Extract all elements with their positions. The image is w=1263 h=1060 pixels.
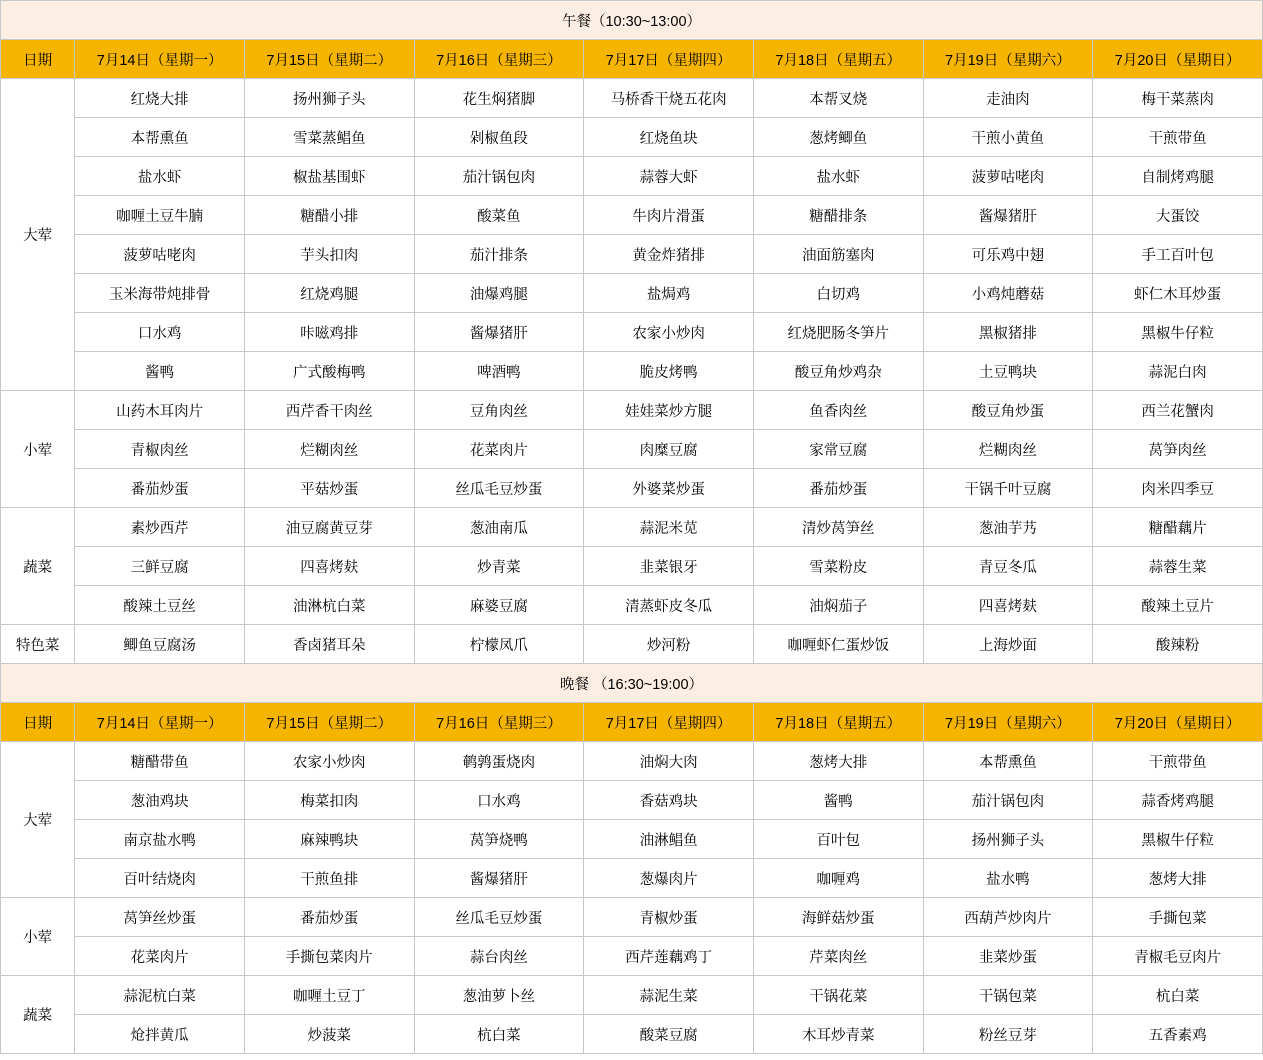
dish-cell: 广式酸梅鸭 [244,352,414,391]
dish-cell: 蒜台肉丝 [414,937,584,976]
dish-cell: 油面筋塞肉 [753,235,923,274]
dish-cell: 梅干菜蒸肉 [1093,79,1263,118]
dish-cell: 口水鸡 [414,781,584,820]
dish-cell: 麻辣鸭块 [244,820,414,859]
dish-cell: 青豆冬瓜 [923,547,1093,586]
dish-cell: 干煎鱼排 [244,859,414,898]
dish-row [1,937,1263,976]
dish-cell: 雪菜粉皮 [753,547,923,586]
dish-cell: 肉米四季豆 [1093,469,1263,508]
date-header-day: 7月15日（星期二） [244,703,414,742]
dish-row [1,547,1263,586]
dish-row [1,274,1263,313]
dish-cell: 青椒炒蛋 [584,898,754,937]
dish-row [1,79,1263,118]
dish-cell: 手工百叶包 [1093,235,1263,274]
dish-row [1,625,1263,664]
dish-cell: 糖醋藕片 [1093,508,1263,547]
dish-cell: 油焖大肉 [584,742,754,781]
dish-row [1,976,1263,1015]
dish-row [1,118,1263,157]
category-cell: 特色菜 [1,625,75,664]
dish-cell: 莴笋丝炒蛋 [75,898,245,937]
dish-cell: 咖喱鸡 [753,859,923,898]
dish-cell: 外婆菜炒蛋 [584,469,754,508]
dish-cell: 酸辣土豆丝 [75,586,245,625]
dish-row [1,1015,1263,1054]
dish-row [1,508,1263,547]
category-cell: 大荤 [1,742,75,898]
dish-cell: 盐水鸭 [923,859,1093,898]
dish-cell: 可乐鸡中翅 [923,235,1093,274]
dish-cell: 扬州狮子头 [244,79,414,118]
date-header-day: 7月18日（星期五） [753,703,923,742]
dish-cell: 番茄炒蛋 [244,898,414,937]
dish-cell: 豆角肉丝 [414,391,584,430]
dish-cell: 山药木耳肉片 [75,391,245,430]
meal-section-title: 晚餐 （16:30~19:00） [1,664,1263,703]
dish-cell: 酸菜鱼 [414,196,584,235]
dish-cell: 四喜烤麸 [923,586,1093,625]
dish-row [1,391,1263,430]
dish-cell: 清炒莴笋丝 [753,508,923,547]
dish-cell: 椒盐基围虾 [244,157,414,196]
dish-cell: 丝瓜毛豆炒蛋 [414,898,584,937]
dish-cell: 扬州狮子头 [923,820,1093,859]
dish-cell: 蒜香烤鸡腿 [1093,781,1263,820]
dish-cell: 三鲜豆腐 [75,547,245,586]
dish-row [1,859,1263,898]
dish-cell: 盐水虾 [753,157,923,196]
dish-cell: 咖喱土豆牛腩 [75,196,245,235]
date-header-row [1,703,1263,742]
dish-cell: 葱油萝卜丝 [414,976,584,1015]
dish-cell: 油淋杭白菜 [244,586,414,625]
date-header-day: 7月16日（星期三） [414,40,584,79]
date-header-day: 7月17日（星期四） [584,40,754,79]
dish-cell: 马桥香干烧五花肉 [584,79,754,118]
dish-cell: 酱爆猪肝 [414,859,584,898]
dish-cell: 菠萝咕咾肉 [923,157,1093,196]
dish-cell: 酱爆猪肝 [923,196,1093,235]
dish-cell: 素炒西芹 [75,508,245,547]
dish-cell: 酸豆角炒鸡杂 [753,352,923,391]
dish-cell: 西芹莲藕鸡丁 [584,937,754,976]
dish-cell: 烂糊肉丝 [923,430,1093,469]
dish-cell: 玉米海带炖排骨 [75,274,245,313]
dish-cell: 走油肉 [923,79,1093,118]
dish-cell: 手撕包菜 [1093,898,1263,937]
dish-row [1,898,1263,937]
dish-cell: 番茄炒蛋 [753,469,923,508]
dish-cell: 糖醋带鱼 [75,742,245,781]
dish-row [1,781,1263,820]
dish-cell: 四喜烤麸 [244,547,414,586]
dish-cell: 油爆鸡腿 [414,274,584,313]
dish-cell: 本帮熏鱼 [923,742,1093,781]
dish-cell: 炒河粉 [584,625,754,664]
dish-cell: 红烧鱼块 [584,118,754,157]
dish-row [1,742,1263,781]
dish-cell: 韭菜炒蛋 [923,937,1093,976]
dish-cell: 葱烤鲫鱼 [753,118,923,157]
dish-row [1,196,1263,235]
dish-cell: 芋头扣肉 [244,235,414,274]
dish-cell: 红烧鸡腿 [244,274,414,313]
dish-cell: 干锅花菜 [753,976,923,1015]
dish-cell: 上海炒面 [923,625,1093,664]
dish-cell: 黄金炸猪排 [584,235,754,274]
dish-cell: 干煎小黄鱼 [923,118,1093,157]
dish-cell: 酸辣粉 [1093,625,1263,664]
dish-cell: 油豆腐黄豆芽 [244,508,414,547]
dish-cell: 蒜泥白肉 [1093,352,1263,391]
dish-cell: 韭菜银牙 [584,547,754,586]
dish-cell: 黑椒牛仔粒 [1093,820,1263,859]
dish-cell: 黑椒猪排 [923,313,1093,352]
dish-cell: 炒青菜 [414,547,584,586]
dish-cell: 杭白菜 [414,1015,584,1054]
dish-cell: 油淋鲳鱼 [584,820,754,859]
dish-cell: 白切鸡 [753,274,923,313]
dish-cell: 家常豆腐 [753,430,923,469]
meal-section-title-row [1,1,1263,40]
date-header-day: 7月19日（星期六） [923,40,1093,79]
meal-section-title-row [1,664,1263,703]
date-header-day: 7月20日（星期日） [1093,40,1263,79]
dish-cell: 蒜泥杭白菜 [75,976,245,1015]
dish-cell: 茄汁排条 [414,235,584,274]
dish-cell: 丝瓜毛豆炒蛋 [414,469,584,508]
date-header-label: 日期 [1,703,75,742]
dish-cell: 黑椒牛仔粒 [1093,313,1263,352]
category-cell: 蔬菜 [1,508,75,625]
dish-cell: 蒜蓉大虾 [584,157,754,196]
dish-cell: 葱爆肉片 [584,859,754,898]
dish-cell: 麻婆豆腐 [414,586,584,625]
dish-cell: 葱烤大排 [753,742,923,781]
dish-cell: 花生焖猪脚 [414,79,584,118]
dish-cell: 南京盐水鸭 [75,820,245,859]
dish-cell: 咖喱土豆丁 [244,976,414,1015]
dish-cell: 咖喱虾仁蛋炒饭 [753,625,923,664]
dish-cell: 烂糊肉丝 [244,430,414,469]
dish-cell: 虾仁木耳炒蛋 [1093,274,1263,313]
dish-cell: 葱烤大排 [1093,859,1263,898]
category-cell: 小荤 [1,391,75,508]
date-header-day: 7月14日（星期一） [75,40,245,79]
dish-cell: 茄汁锅包肉 [414,157,584,196]
dish-cell: 香菇鸡块 [584,781,754,820]
dish-row [1,352,1263,391]
date-header-day: 7月16日（星期三） [414,703,584,742]
dish-cell: 大蛋饺 [1093,196,1263,235]
date-header-day: 7月20日（星期日） [1093,703,1263,742]
dish-cell: 脆皮烤鸭 [584,352,754,391]
dish-cell: 农家小炒肉 [584,313,754,352]
date-header-day: 7月17日（星期四） [584,703,754,742]
dish-cell: 鲫鱼豆腐汤 [75,625,245,664]
date-header-day: 7月14日（星期一） [75,703,245,742]
dish-cell: 手撕包菜肉片 [244,937,414,976]
category-cell: 蔬菜 [1,976,75,1054]
dish-cell: 花菜肉片 [75,937,245,976]
dish-cell: 西芹香干肉丝 [244,391,414,430]
dish-cell: 五香素鸡 [1093,1015,1263,1054]
dish-cell: 青椒肉丝 [75,430,245,469]
dish-cell: 干锅包菜 [923,976,1093,1015]
dish-row [1,586,1263,625]
dish-cell: 糖醋排条 [753,196,923,235]
dish-cell: 酱鸭 [753,781,923,820]
dish-cell: 粉丝豆芽 [923,1015,1093,1054]
dish-cell: 红烧大排 [75,79,245,118]
dish-cell: 酸辣土豆片 [1093,586,1263,625]
dish-cell: 红烧肥肠冬笋片 [753,313,923,352]
dish-row [1,820,1263,859]
date-header-day: 7月19日（星期六） [923,703,1093,742]
dish-cell: 菠萝咕咾肉 [75,235,245,274]
date-header-row [1,40,1263,79]
dish-cell: 莴笋肉丝 [1093,430,1263,469]
dish-cell: 鹌鹑蛋烧肉 [414,742,584,781]
dish-cell: 自制烤鸡腿 [1093,157,1263,196]
dish-cell: 平菇炒蛋 [244,469,414,508]
date-header-label: 日期 [1,40,75,79]
dish-cell: 木耳炒青菜 [753,1015,923,1054]
dish-cell: 清蒸虾皮冬瓜 [584,586,754,625]
dish-cell: 西兰花蟹肉 [1093,391,1263,430]
dish-cell: 莴笋烧鸭 [414,820,584,859]
dish-cell: 海鲜菇炒蛋 [753,898,923,937]
dish-cell: 干煎带鱼 [1093,118,1263,157]
dish-cell: 农家小炒肉 [244,742,414,781]
dish-cell: 本帮叉烧 [753,79,923,118]
dish-cell: 土豆鸭块 [923,352,1093,391]
dish-row [1,313,1263,352]
dish-cell: 酸菜豆腐 [584,1015,754,1054]
dish-cell: 娃娃菜炒方腿 [584,391,754,430]
dish-cell: 酱爆猪肝 [414,313,584,352]
dish-cell: 干煎带鱼 [1093,742,1263,781]
dish-cell: 百叶结烧肉 [75,859,245,898]
dish-cell: 啤酒鸭 [414,352,584,391]
dish-cell: 油焖茄子 [753,586,923,625]
dish-cell: 炝拌黄瓜 [75,1015,245,1054]
dish-cell: 梅菜扣肉 [244,781,414,820]
dish-cell: 番茄炒蛋 [75,469,245,508]
dish-row [1,235,1263,274]
dish-cell: 葱油南瓜 [414,508,584,547]
meal-section-title: 午餐（10:30~13:00） [1,1,1263,40]
date-header-day: 7月18日（星期五） [753,40,923,79]
dish-cell: 本帮熏鱼 [75,118,245,157]
dish-cell: 盐水虾 [75,157,245,196]
dish-cell: 香卤猪耳朵 [244,625,414,664]
dish-cell: 咔嗞鸡排 [244,313,414,352]
dish-cell: 花菜肉片 [414,430,584,469]
dish-cell: 鱼香肉丝 [753,391,923,430]
dish-cell: 百叶包 [753,820,923,859]
dish-cell: 葱油鸡块 [75,781,245,820]
dish-cell: 剁椒鱼段 [414,118,584,157]
dish-cell: 葱油芋艿 [923,508,1093,547]
dish-row [1,430,1263,469]
dish-cell: 杭白菜 [1093,976,1263,1015]
dish-cell: 蒜泥米苋 [584,508,754,547]
dish-cell: 炒菠菜 [244,1015,414,1054]
dish-cell: 糖醋小排 [244,196,414,235]
dish-cell: 蒜泥生菜 [584,976,754,1015]
dish-cell: 芹菜肉丝 [753,937,923,976]
dish-cell: 肉糜豆腐 [584,430,754,469]
date-header-day: 7月15日（星期二） [244,40,414,79]
dish-cell: 牛肉片滑蛋 [584,196,754,235]
dish-cell: 酸豆角炒蛋 [923,391,1093,430]
dish-cell: 干锅千叶豆腐 [923,469,1093,508]
dish-cell: 盐焗鸡 [584,274,754,313]
dish-cell: 青椒毛豆肉片 [1093,937,1263,976]
dish-row [1,469,1263,508]
category-cell: 小荤 [1,898,75,976]
dish-cell: 小鸡炖蘑菇 [923,274,1093,313]
dish-cell: 茄汁锅包肉 [923,781,1093,820]
dish-cell: 酱鸭 [75,352,245,391]
dish-row [1,157,1263,196]
dish-cell: 蒜蓉生菜 [1093,547,1263,586]
dish-cell: 柠檬凤爪 [414,625,584,664]
dish-cell: 口水鸡 [75,313,245,352]
dish-cell: 西葫芦炒肉片 [923,898,1093,937]
dish-cell: 雪菜蒸鲳鱼 [244,118,414,157]
category-cell: 大荤 [1,79,75,391]
